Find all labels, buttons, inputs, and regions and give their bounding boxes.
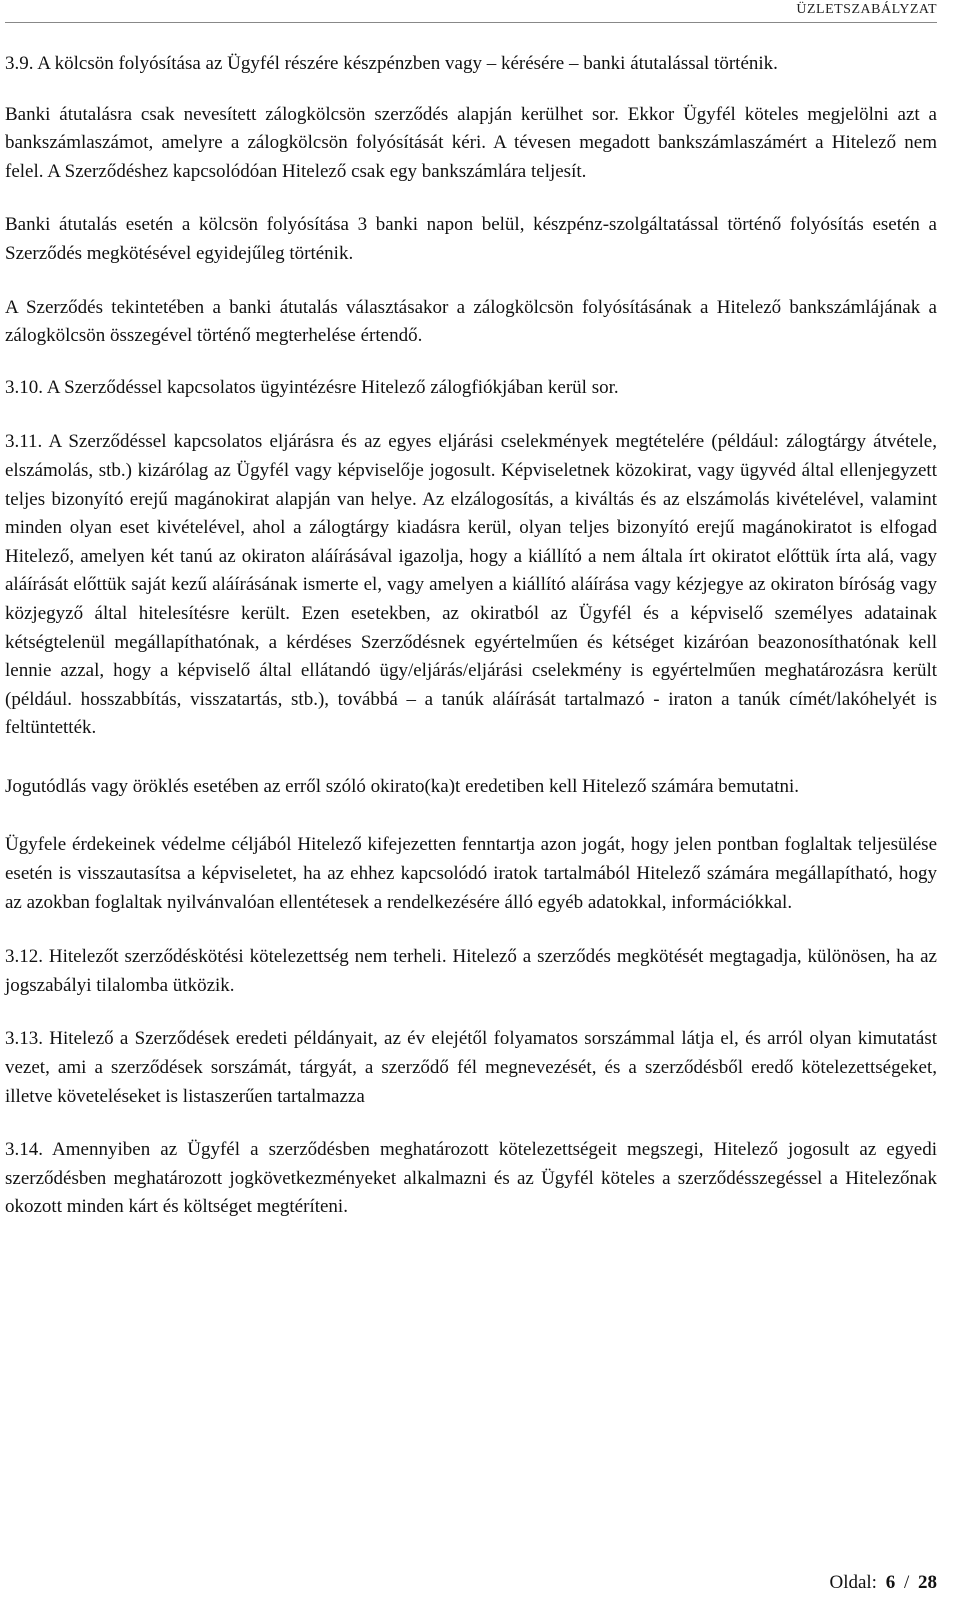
paragraph: Jogutódlás vagy öröklés esetében az erről szóló okirato(ka)t eredetiben kell Hitelező számára bemutatni. [5, 775, 800, 797]
paragraph: 3.10. A Szerződéssel kapcsolatos ügyintézésre Hitelező zálogfiókjában kerül sor. [5, 376, 619, 398]
page-separator: / [903, 1572, 910, 1593]
paragraph: 3.11. A Szerződéssel kapcsolatos eljárásra és az egyes eljárási cselekmények megtételére (például: zálogtárgy átvétele, elszámolás, stb.) kizárólag az Ügyfél vagy képviselője jogosult. Képviseletnek közokirat, vagy ügyvéd által ellenjegyzett teljes bizonyító erejű magánokirat alapján van helye. Az elzálogosítás, a kiváltás és az elszámolás kivételével, valamint minden olyan eset kivételével, ahol a zálogtárgy kiadásra kerül, olyan teljes bizonyító erejű magánokiratot is elfogad Hitelező, amelyen két tanú az okiraton aláírásával igazolja, hogy a kiállító a nem általa írt okiratot előttük írta alá, vagy aláírását előttük saját kezű aláírásának ismerte el, vagy amelyen a kiállító aláírása vagy kézjegye az okiraton bíróság vagy közjegyző által hitelesítésre került. Ezen esetekben, az okiratból az Ügyfél és a képviselő személyes adatainak kétségtelenül megállapíthatónak, a kérdéses Szerződésnek egyértelműen és kétséget kizáróan beazonosíthatónak kell lennie azzal, hogy a képviselő által ellátandó ügy/eljárás/eljárási cselekmény is egyértelműen meghatározásra került (például. hosszabbítás, visszatartás, stb.), továbbá – a tanúk aláírását tartalmazó - iraton a tanúk címét/lakóhelyét is feltüntették. [5, 431, 937, 739]
total-pages: 28 [918, 1572, 937, 1593]
paragraph: 3.13. Hitelező a Szerződések eredeti példányait, az év elejétől folyamatos sorszámmal látja el, és arról olyan kimutatást vezet, ami a szerződések sorszámát, tárgyát, a szerződő fél megnevezését, és a szerződésből eredő kötelezettségeket, illetve követeléseket is listaszerűen tartalmazza [5, 1028, 937, 1107]
header-rule [5, 22, 937, 23]
page-label: Oldal: [829, 1572, 877, 1593]
page-number [829, 1572, 937, 1594]
paragraph: Banki átutalásra csak nevesített zálogkölcsön szerződés alapján kerülhet sor. Ekkor Ügyfél köteles megjelölni azt a bankszámlaszámot, amelyre a zálogkölcsön folyósítását kéri. A tévesen megadott bankszámlaszámért a Hitelező nem felel. A Szerződéshez kapcsolódóan Hitelező csak egy bankszámlára teljesít. [5, 103, 937, 182]
paragraph: 3.12. Hitelezőt szerződéskötési kötelezettség nem terheli. Hitelező a szerződés megkötését megtagadja, különösen, ha az jogszabályi tilalomba ütközik. [5, 946, 937, 996]
current-page: 6 [885, 1572, 896, 1593]
paragraph: 3.9. A kölcsön folyósítása az Ügyfél részére készpénzben vagy – kérésére – banki átutalással történik. [5, 53, 778, 74]
document-header: ÜZLETSZABÁLYZAT [796, 2, 937, 17]
document-body [5, 50, 937, 1222]
paragraph: Ügyfele érdekeinek védelme céljából Hitelező kifejezetten fenntartja azon jogát, hogy jelen pontban foglaltak teljesülése esetén is visszautasítsa a képviseletet, ha az ehhez kapcsolódó iratok tartalmából Hitelező számára megállapítható, hogy az azokban foglaltak nyilvánvalóan ellentétesek a rendelkezésére álló egyéb adatokkal, információkkal. [5, 834, 937, 913]
document-page [5, 0, 937, 1601]
paragraph: A Szerződés tekintetében a banki átutalás választásakor a zálogkölcsön folyósításának a Hitelező bankszámlájának a zálogkölcsön összegével történő megterhelése értendő. [5, 296, 937, 347]
paragraph: 3.14. Amennyiben az Ügyfél a szerződésben meghatározott kötelezettségeit megszegi, Hitelező jogosult az egyedi szerződésben meghatározott jogkövetkezményeket alkalmazni és az Ügyfél köteles a szerződésszegéssel a Hitelezőnak okozott minden kárt és költséget megtéríteni. [5, 1139, 937, 1218]
paragraph: Banki átutalás esetén a kölcsön folyósítása 3 banki napon belül, készpénz-szolgáltatással történő folyósítás esetén a Szerződés megkötésével egyidejűleg történik. [5, 214, 937, 264]
